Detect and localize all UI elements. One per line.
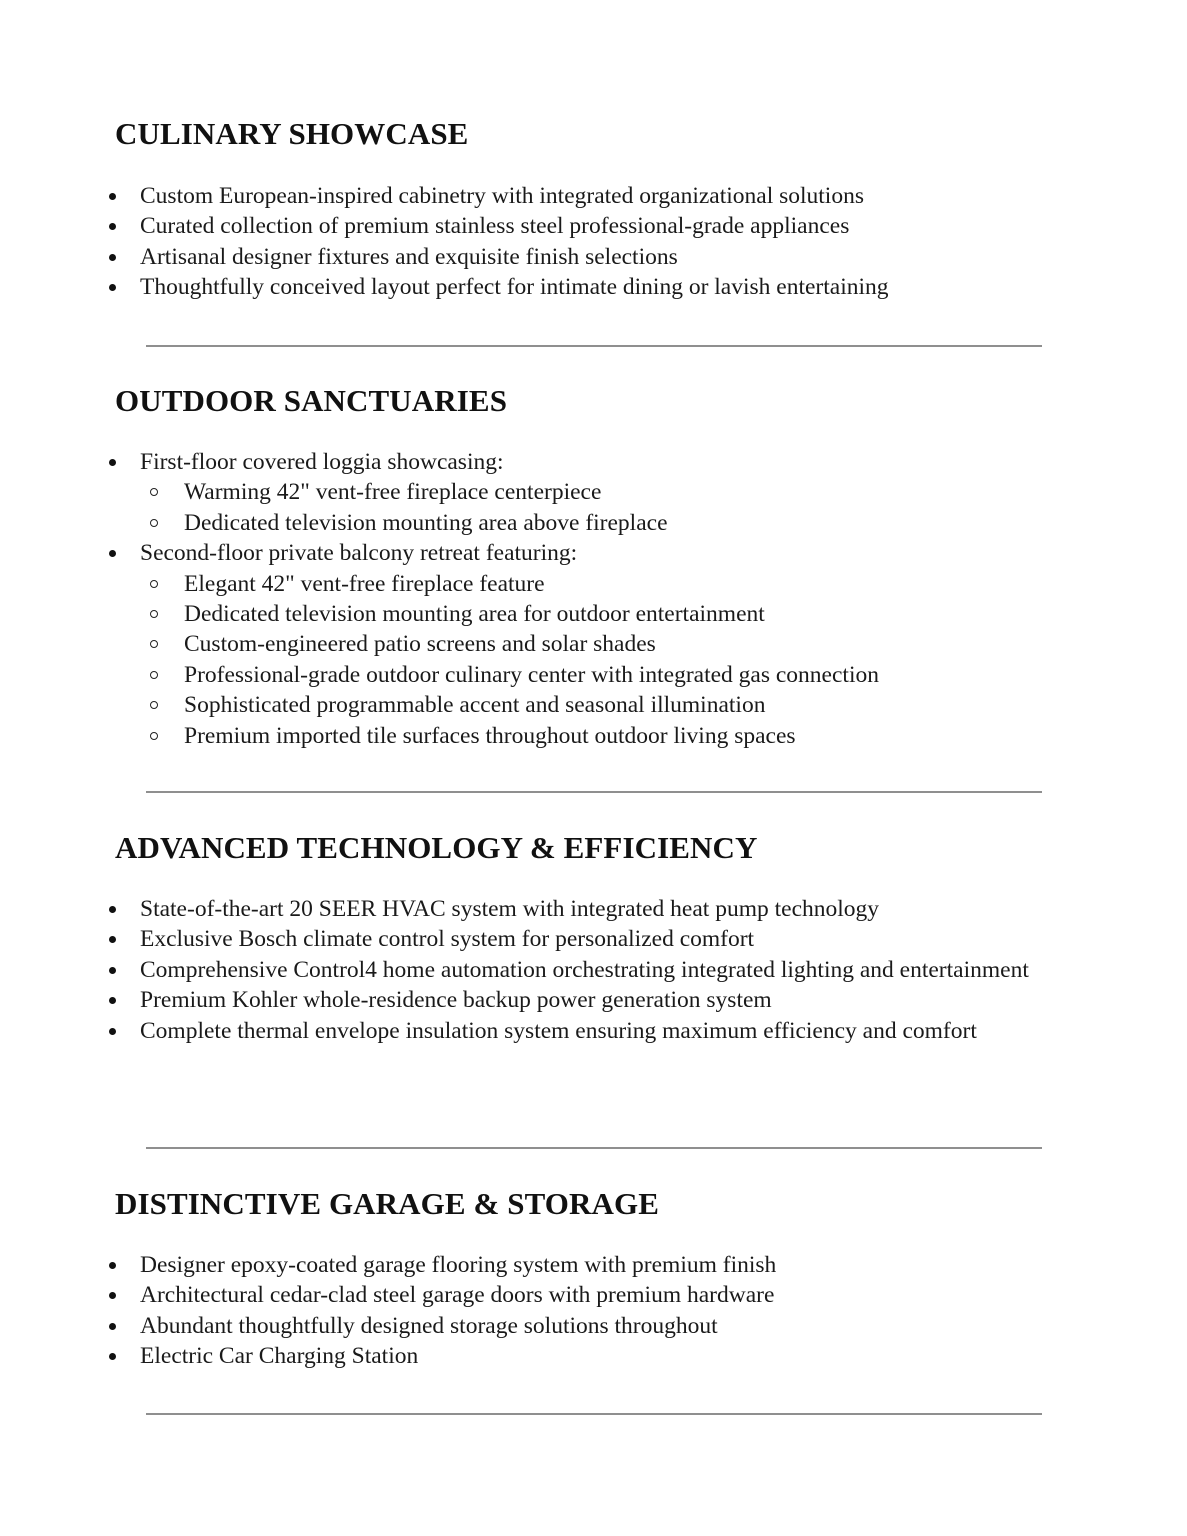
list-item [0, 1341, 776, 1371]
bullet-icon [109, 254, 116, 261]
sub-list-item-text: Dedicated television mounting area above fireplace [184, 509, 668, 536]
bullet-list [0, 1250, 776, 1372]
list-item [0, 242, 889, 272]
bullet-icon [109, 1292, 116, 1299]
bullet-icon [109, 906, 116, 913]
list-item-text: Second-floor private balcony retreat featuring: [140, 540, 578, 567]
hollow-bullet-icon [150, 519, 158, 527]
list-item [0, 1250, 776, 1280]
bullet-icon [109, 550, 116, 557]
section-divider [146, 1413, 1042, 1415]
list-item-text: Exclusive Bosch climate control system for personalized comfort [140, 926, 755, 953]
sub-list-item [0, 569, 879, 599]
list-item-text: Electric Car Charging Station [140, 1343, 419, 1370]
list-item [0, 924, 1040, 954]
section-heading: CULINARY SHOWCASE [115, 116, 469, 151]
hollow-bullet-icon [150, 671, 158, 679]
sub-list-item [0, 660, 879, 690]
bullet-icon [109, 459, 116, 466]
sub-list-item [0, 508, 879, 538]
list-item-text: Architectural cedar-clad steel garage doors with premium hardware [140, 1282, 775, 1309]
bullet-icon [109, 997, 116, 1004]
list-item-text: Premium Kohler whole-residence backup power generation system [140, 987, 772, 1014]
list-item [0, 272, 889, 302]
bullet-icon [109, 284, 116, 291]
list-item-text: First-floor covered loggia showcasing: [140, 449, 504, 475]
sub-list-item-text: Professional-grade outdoor culinary center with integrated gas connection [184, 661, 879, 688]
list-item [0, 894, 1040, 924]
sub-list-item-text: Custom-engineered patio screens and solar shades [184, 631, 656, 658]
sub-list-item [0, 477, 879, 507]
sub-list-item-text: Dedicated television mounting area for outdoor entertainment [184, 601, 765, 628]
hollow-bullet-icon [150, 580, 158, 588]
section-divider [146, 1147, 1042, 1149]
hollow-bullet-icon [150, 488, 158, 496]
sub-list-item-text: Sophisticated programmable accent and seasonal illumination [184, 692, 766, 719]
bullet-list [0, 894, 1040, 1046]
section-divider [146, 791, 1042, 793]
list-item [0, 985, 1040, 1015]
bullet-icon [109, 223, 116, 230]
list-item-text: Custom European-inspired cabinetry with integrated organizational solutions [140, 183, 864, 209]
list-item [0, 538, 879, 568]
list-item [0, 1280, 776, 1310]
sub-list-item-text: Elegant 42" vent-free fireplace feature [184, 570, 545, 597]
list-item [0, 211, 889, 241]
list-item-text: Complete thermal envelope insulation system ensuring maximum efficiency and comfort [140, 1017, 977, 1044]
list-item [0, 1311, 776, 1341]
sub-list-item-text: Warming 42" vent-free fireplace centerpiece [184, 479, 602, 506]
list-item-text: Curated collection of premium stainless steel professional-grade appliances [140, 213, 850, 240]
sub-list-item [0, 721, 879, 751]
bullet-icon [109, 1323, 116, 1330]
hollow-bullet-icon [150, 610, 158, 618]
section-divider [146, 345, 1042, 347]
sub-list-item-text: Premium imported tile surfaces throughout outdoor living spaces [184, 722, 796, 749]
list-item-text: Artisanal designer fixtures and exquisite finish selections [140, 243, 678, 270]
bullet-list [0, 447, 879, 751]
section-heading: DISTINCTIVE GARAGE & STORAGE [115, 1186, 659, 1221]
list-item-text: Abundant thoughtfully designed storage solutions throughout [140, 1312, 718, 1339]
hollow-bullet-icon [150, 701, 158, 709]
list-item-text: Designer epoxy-coated garage flooring system with premium finish [140, 1252, 777, 1278]
bullet-icon [109, 193, 116, 200]
bullet-icon [109, 1262, 116, 1269]
bullet-icon [109, 1353, 116, 1360]
list-item [0, 955, 1040, 985]
bullet-list [0, 181, 889, 303]
hollow-bullet-icon [150, 640, 158, 648]
list-item [0, 1016, 1040, 1046]
list-item-text: State-of-the-art 20 SEER HVAC system with integrated heat pump technology [140, 896, 880, 922]
section-heading: ADVANCED TECHNOLOGY & EFFICIENCY [115, 830, 758, 865]
sub-list-item [0, 690, 879, 720]
hollow-bullet-icon [150, 732, 158, 740]
bullet-icon [109, 1028, 116, 1035]
bullet-icon [109, 936, 116, 943]
list-item-text: Thoughtfully conceived layout perfect for intimate dining or lavish entertaining [140, 274, 889, 301]
list-item [0, 181, 889, 211]
list-item [0, 447, 879, 477]
section-heading: OUTDOOR SANCTUARIES [115, 383, 508, 418]
sub-list-item [0, 629, 879, 659]
sub-list-item [0, 599, 879, 629]
list-item-text: Comprehensive Control4 home automation orchestrating integrated lighting and entertainment [140, 956, 1029, 983]
bullet-icon [109, 967, 116, 974]
